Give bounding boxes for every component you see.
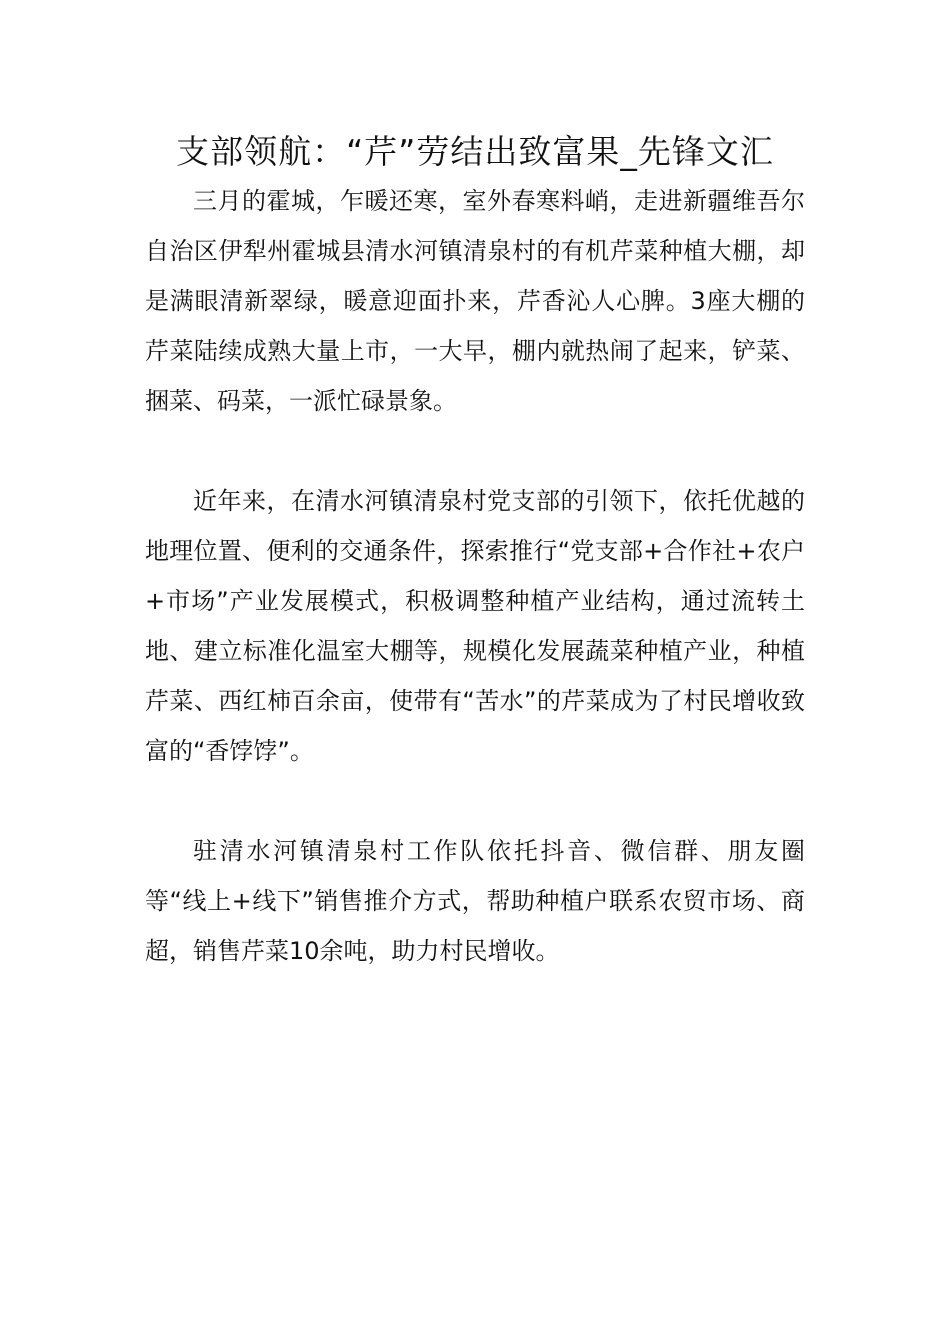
paragraph-3: 驻清水河镇清泉村工作队依托抖音、微信群、朋友圈等“线上+线下”销售推介方式，帮助种植户联系农贸市场、商超，销售芹菜10余吨，助力村民增收。 <box>145 837 805 965</box>
paragraph-1: 三月的霍城，乍暖还寒，室外春寒料峭，走进新疆维吾尔自治区伊犁州霍城县清水河镇清泉村的有机芹菜种植大棚，却是满眼清新翠绿，暖意迎面扑来，芹香沁人心脾。3座大棚的芹菜陆续成熟大量上市，一大早，棚内就热闹了起来，铲菜、捆菜、码菜，一派忙碌景象。 <box>145 187 805 415</box>
paragraph-2: 近年来，在清水河镇清泉村党支部的引领下，依托优越的地理位置、便利的交通条件，探索推行“党支部+合作社+农户+市场”产业发展模式，积极调整种植产业结构，通过流转土地、建立标准化温室大棚等，规模化发展蔬菜种植产业，种植芹菜、西红柿百余亩，使带有“苦水”的芹菜成为了村民增收致富的“香饽饽”。 <box>145 487 805 765</box>
document-body <box>145 176 805 976</box>
document-title: 支部领航：“芹”劳结出致富果_先锋文汇 <box>176 132 774 171</box>
